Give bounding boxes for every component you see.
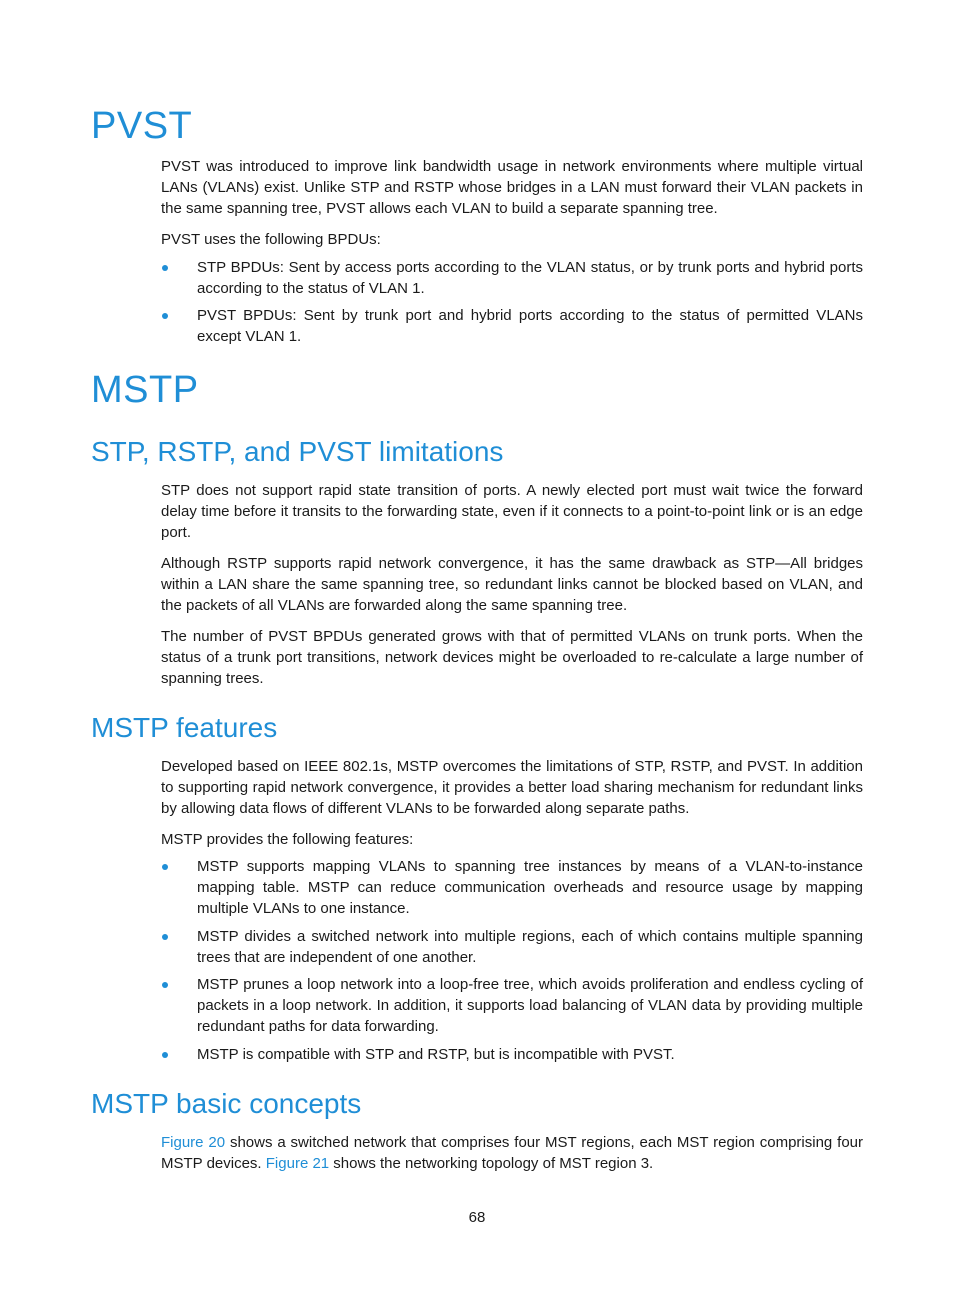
concepts-paragraph (161, 1132, 863, 1174)
concepts-text-1: shows a switched network that comprises four MST regions, each MST region comprising four MSTP devices. (161, 1134, 863, 1172)
features-bullet-4: MSTP is compatible with STP and RSTP, but is incompatible with PVST. (197, 1046, 675, 1063)
limitations-paragraph-2: Although RSTP supports rapid network convergence, it has the same drawback as STP—All bridges within a LAN share the same spanning tree, so redundant links cannot be blocked based on VLAN, and the packets of all VLANs are forwarded along the same spanning tree. (161, 555, 863, 614)
figure-20-link[interactable]: Figure 20 (161, 1134, 226, 1151)
bullet-icon (162, 265, 168, 271)
features-paragraph-1: Developed based on IEEE 802.1s, MSTP overcomes the limitations of STP, RSTP, and PVST. In addition to supporting rapid network convergence, it provides a better load sharing mechanism for redundant links by allowing data flows of different VLANs to be forwarded along separate paths. (161, 758, 863, 817)
pvst-bullet-1: STP BPDUs: Sent by access ports according to the VLAN status, or by trunk ports and hybrid ports according to the status of VLAN 1. (197, 259, 863, 297)
figure-21-link[interactable]: Figure 21 (265, 1155, 330, 1172)
bullet-icon (162, 982, 168, 988)
pvst-paragraph-2: PVST uses the following BPDUs: (161, 231, 381, 248)
concepts-text-2: shows the networking topology of MST region 3. (329, 1155, 654, 1172)
bullet-icon (162, 864, 168, 870)
limitations-paragraph-1: STP does not support rapid state transition of ports. A newly elected port must wait twice the forward delay time before it transits to the forwarding state, even if it connects to a point-to-point link or is an edge port. (161, 482, 863, 541)
heading-mstp: MSTP (91, 369, 199, 411)
features-paragraph-2: MSTP provides the following features: (161, 831, 414, 848)
page-number: 68 (468, 1209, 486, 1226)
bullet-icon (162, 313, 168, 319)
heading-limitations: STP, RSTP, and PVST limitations (91, 436, 504, 467)
bullet-icon (162, 934, 168, 940)
heading-mstp-features: MSTP features (91, 712, 278, 743)
heading-mstp-basic-concepts: MSTP basic concepts (91, 1088, 362, 1119)
limitations-paragraph-3: The number of PVST BPDUs generated grows with that of permitted VLANs on trunk ports. When the status of a trunk port transitions, network devices might be overloaded to re-calculate a large number of spanning trees. (161, 628, 863, 687)
pvst-paragraph-1: PVST was introduced to improve link bandwidth usage in network environments where multiple virtual LANs (VLANs) exist. Unlike STP and RSTP whose bridges in a LAN must forward their VLAN packets in the same spanning tree, PVST allows each VLAN to build a separate spanning tree. (161, 158, 863, 217)
features-bullet-1: MSTP supports mapping VLANs to spanning tree instances by means of a VLAN-to-instance mapping table. MSTP can reduce communication overheads and resource usage by mapping multiple VLANs to one instance. (197, 858, 863, 917)
heading-pvst: PVST (91, 105, 193, 147)
pvst-bullet-2: PVST BPDUs: Sent by trunk port and hybrid ports according to the status of permitted VLANs except VLAN 1. (197, 307, 863, 345)
bullet-icon (162, 1052, 168, 1058)
features-bullet-3: MSTP prunes a loop network into a loop-free tree, which avoids proliferation and endless cycling of packets in a loop network. In addition, it supports load balancing of VLAN data by providing multiple redundant paths for data forwarding. (197, 976, 863, 1035)
features-bullet-2: MSTP divides a switched network into multiple regions, each of which contains multiple spanning trees that are independent of one another. (197, 928, 863, 966)
